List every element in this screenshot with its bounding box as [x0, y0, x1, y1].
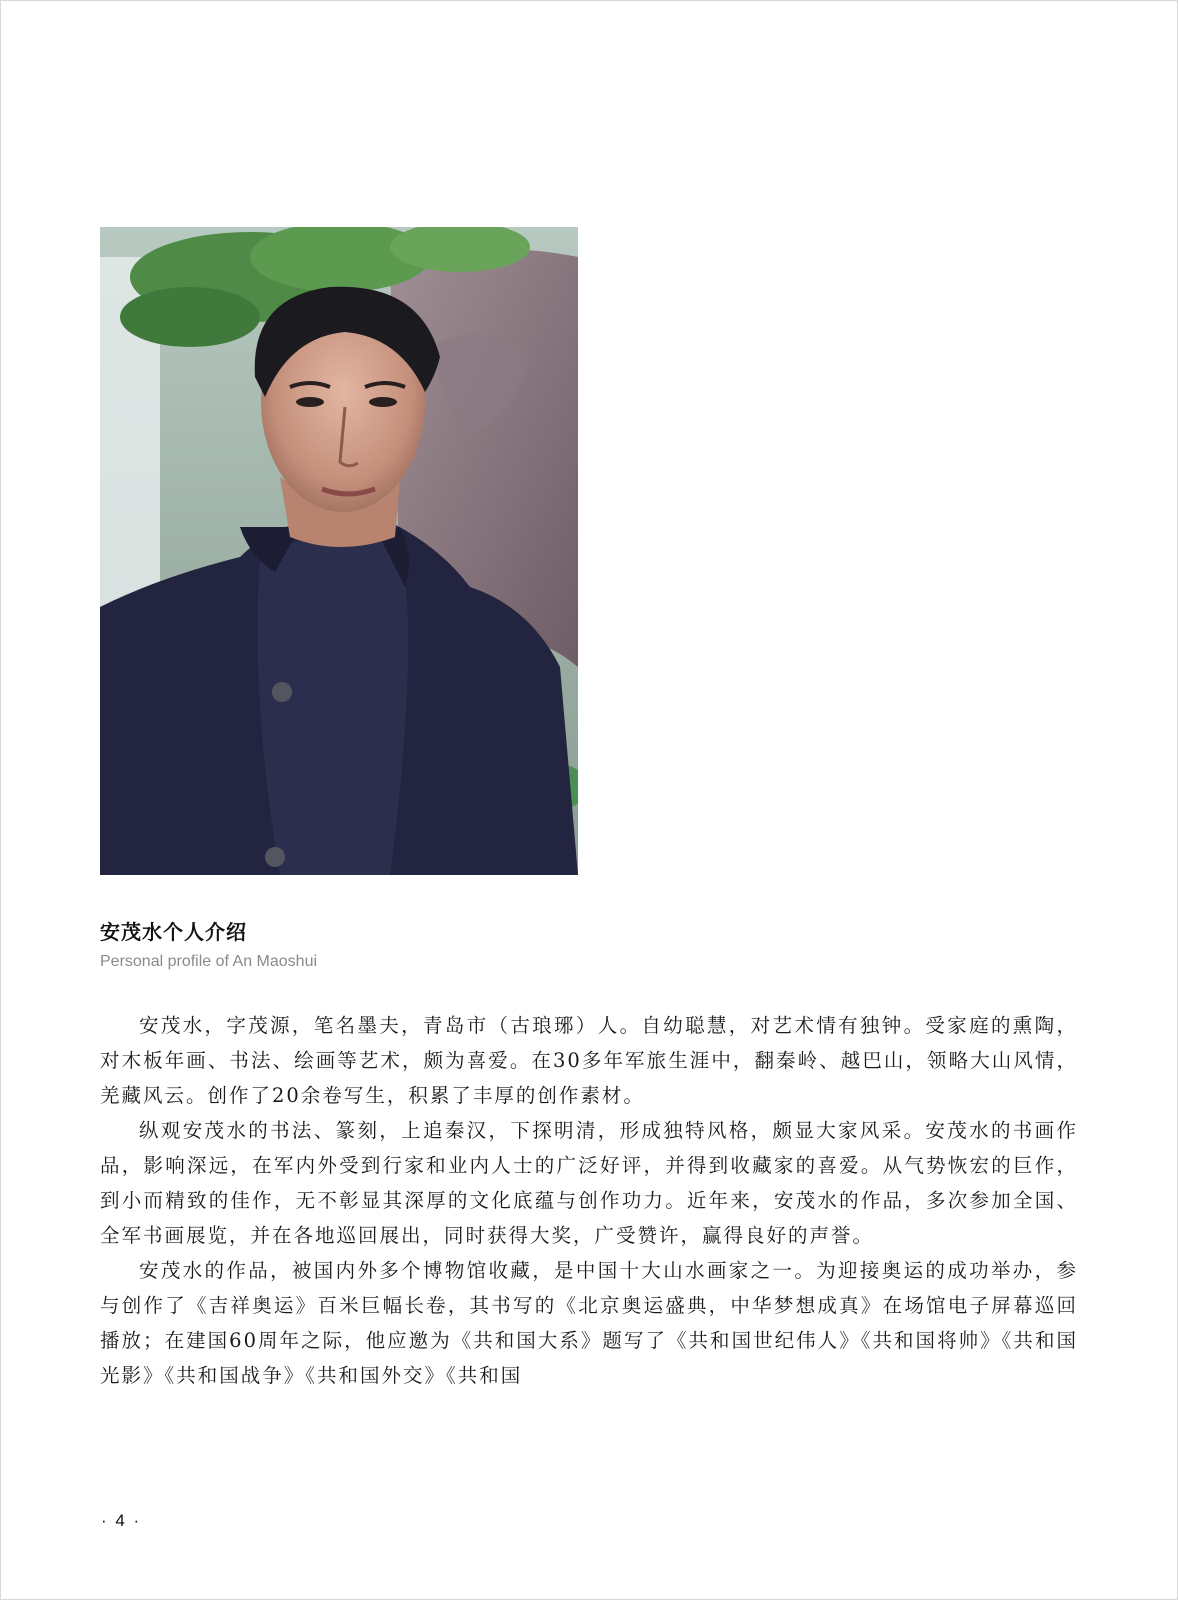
page-number: · 4 ·	[101, 1511, 142, 1530]
paragraph: 安茂水的作品，被国内外多个博物馆收藏，是中国十大山水画家之一。为迎接奥运的成功举办，参与创作了《吉祥奥运》百米巨幅长卷，其书写的《北京奥运盛典，中华梦想成真》在场馆电子屏幕巡回播放；在建国60周年之际，他应邀为《共和国大系》题写了《共和国世纪伟人》《共和国将帅》《共和国光影》《共和国战争》《共和国外交》《共和国	[100, 1259, 1078, 1387]
portrait-photo	[100, 227, 578, 875]
profile-title: 安茂水个人介绍	[100, 920, 247, 944]
profile-subtitle: Personal profile of An Maoshui	[100, 953, 318, 970]
profile-body	[100, 1008, 1078, 1393]
paragraph: 安茂水，字茂源，笔名墨夫，青岛市（古琅琊）人。自幼聪慧，对艺术情有独钟。受家庭的熏陶，对木板年画、书法、绘画等艺术，颇为喜爱。在30多年军旅生涯中，翻秦岭、越巴山，领略大山风情，羌藏风云。创作了20余卷写生，积累了丰厚的创作素材。	[100, 1014, 1078, 1107]
paragraph: 纵观安茂水的书法、篆刻，上追秦汉，下探明清，形成独特风格，颇显大家风采。安茂水的书画作品，影响深远，在军内外受到行家和业内人士的广泛好评，并得到收藏家的喜爱。从气势恢宏的巨作，到小而精致的佳作，无不彰显其深厚的文化底蕴与创作功力。近年来，安茂水的作品，多次参加全国、全军书画展览，并在各地巡回展出，同时获得大奖，广受赞许，赢得良好的声誉。	[100, 1119, 1078, 1247]
